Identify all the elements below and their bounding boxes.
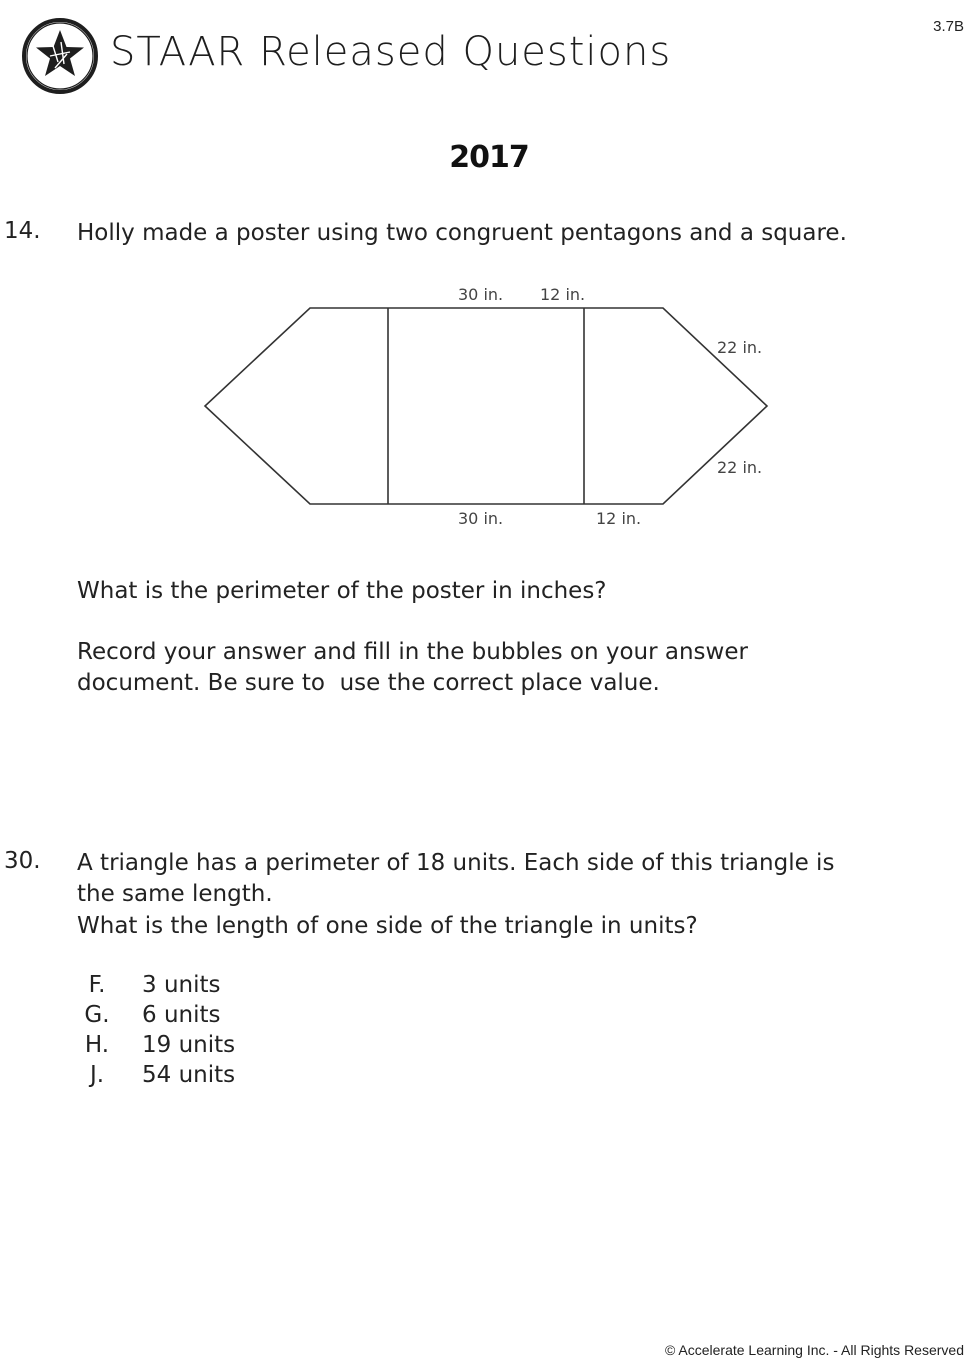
choice-text: 6 units — [142, 1002, 221, 1028]
question-30-line-3: What is the length of one side of the triangle in units? — [77, 913, 698, 939]
page-header-title: STAAR Released Questions — [110, 29, 672, 75]
answer-choices — [76, 970, 235, 1090]
label-top-pentagon: 12 in. — [540, 285, 586, 304]
choice-letter: J. — [89, 1062, 105, 1088]
choice-h[interactable] — [76, 1030, 235, 1060]
choice-j[interactable] — [76, 1060, 235, 1090]
question-14-instruction-line-1: Record your answer and fill in the bubbles on your answer — [77, 639, 748, 665]
choice-letter: F. — [88, 972, 106, 998]
copyright-footer: © Accelerate Learning Inc. - All Rights Reserved — [664, 1342, 964, 1358]
poster-outline — [205, 308, 767, 504]
label-bottom-square: 30 in. — [458, 509, 504, 528]
choice-text: 19 units — [142, 1032, 236, 1058]
label-top-square: 30 in. — [458, 285, 504, 304]
choice-g[interactable] — [76, 1000, 235, 1030]
label-bottom-pentagon: 12 in. — [596, 509, 642, 528]
choice-text: 54 units — [142, 1062, 236, 1088]
header — [20, 16, 671, 96]
poster-figure — [190, 278, 790, 540]
question-30-number: 30. — [4, 848, 41, 874]
year-heading: 2017 — [449, 140, 529, 175]
question-14-prompt: Holly made a poster using two congruent pentagons and a square. — [77, 220, 847, 246]
question-30-line-2: the same length. — [77, 881, 273, 907]
question-30-line-1: A triangle has a perimeter of 18 units. Each side of this triangle is — [77, 850, 835, 876]
question-14-instruction-line-2: document. Be sure to use the correct place value. — [77, 670, 660, 696]
label-upper-slant: 22 in. — [717, 338, 763, 357]
question-14-number: 14. — [4, 218, 41, 244]
choice-letter: H. — [84, 1032, 110, 1058]
star-logo-icon — [20, 16, 100, 96]
choice-f[interactable] — [76, 970, 235, 1000]
standard-code: 3.7B — [933, 18, 964, 35]
choice-text: 3 units — [142, 972, 221, 998]
choice-letter: G. — [84, 1002, 110, 1028]
label-lower-slant: 22 in. — [717, 458, 763, 477]
question-14-question: What is the perimeter of the poster in inches? — [77, 578, 607, 604]
